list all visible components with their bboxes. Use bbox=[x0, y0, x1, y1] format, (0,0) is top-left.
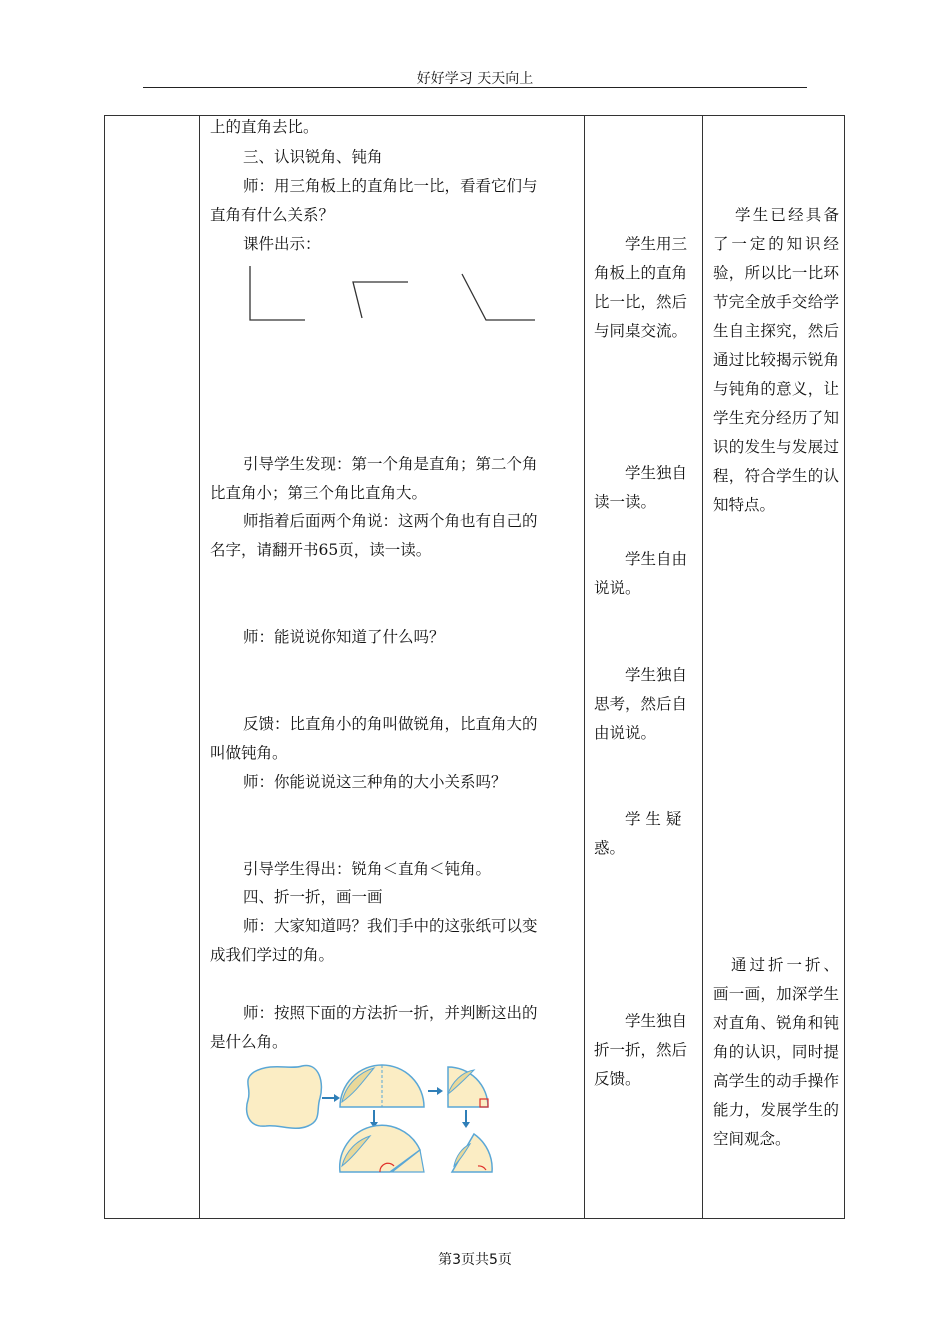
arrow-right-icon bbox=[428, 1087, 443, 1095]
angles-figure bbox=[240, 262, 540, 326]
teaching-line: 师：大家知道吗？我们手中的这张纸可以变 bbox=[243, 917, 538, 935]
design-intent-note: 学生已经具备了一定的知识经验，所以比一比环节完全放手交给学生自主探究，然后通过比较揭示锐角与钝角的意义，让学生充分经历了知识的发生与发展过程，符合学生的认知特点。 bbox=[713, 206, 839, 514]
page-header-title: 好好学习 天天向上 bbox=[416, 71, 534, 87]
header-rule bbox=[143, 87, 807, 88]
teaching-line: 上的直角去比。 bbox=[210, 118, 319, 136]
student-activity-note: 学生独自读一读。 bbox=[594, 464, 688, 511]
column-divider-2 bbox=[584, 115, 585, 1219]
section-heading: 四、折一折，画一画 bbox=[243, 888, 383, 906]
teaching-line: 直角有什么关系？ bbox=[210, 206, 335, 224]
acute-fold-shape bbox=[452, 1134, 492, 1172]
column-divider-3 bbox=[702, 115, 703, 1219]
teaching-line: 是什么角。 bbox=[210, 1033, 288, 1051]
arrow-right-icon bbox=[322, 1094, 340, 1102]
teaching-line: 名字，请翻开书65页，读一读。 bbox=[210, 541, 432, 559]
obtuse-angle bbox=[462, 274, 535, 320]
acute-angle bbox=[353, 282, 408, 318]
teaching-line: 反馈：比直角小的角叫做锐角，比直角大的 bbox=[243, 715, 538, 733]
folding-diagram bbox=[242, 1062, 497, 1177]
teaching-line: 叫做钝角。 bbox=[210, 744, 288, 762]
page-number: 第3页共5页 bbox=[438, 1252, 512, 1268]
student-activity-note: 学生独自思考，然后自由说说。 bbox=[594, 666, 688, 742]
arrow-down-icon bbox=[462, 1110, 470, 1128]
teaching-line: 课件出示： bbox=[243, 235, 321, 253]
teaching-line: 引导学生得出：锐角＜直角＜钝角。 bbox=[243, 860, 492, 878]
right-angle bbox=[250, 266, 305, 320]
teaching-line: 比直角小；第三个角比直角大。 bbox=[210, 484, 428, 502]
student-activity-note: 学生独自折一折，然后反馈。 bbox=[594, 1012, 688, 1088]
teaching-line: 师：你能说说这三种角的大小关系吗？ bbox=[243, 773, 507, 791]
teaching-line: 师指着后面两个角说：这两个角也有自己的 bbox=[243, 512, 538, 530]
student-activity-note: 学 生 疑 惑。 bbox=[594, 810, 682, 857]
teaching-line: 成我们学过的角。 bbox=[210, 946, 335, 964]
column-divider-1 bbox=[199, 115, 200, 1219]
student-activity-note: 学生用三角板上的直角比一比，然后与同桌交流。 bbox=[594, 235, 688, 340]
teaching-line: 师：按照下面的方法折一折，并判断这出的 bbox=[243, 1004, 538, 1022]
teaching-line: 师：用三角板上的直角比一比，看看它们与 bbox=[243, 177, 538, 195]
paper-circle-shape bbox=[247, 1066, 322, 1129]
design-intent-note: 通过折一折、画一画，加深学生对直角、锐角和钝角的认识，同时提高学生的动手操作能力，发展学生的空间观念。 bbox=[713, 956, 839, 1148]
teaching-line: 师：能说说你知道了什么吗？ bbox=[243, 628, 445, 646]
teaching-line: 引导学生发现：第一个角是直角；第二个角 bbox=[243, 455, 538, 473]
section-heading: 三、认识锐角、钝角 bbox=[243, 148, 383, 166]
student-activity-note: 学生自由说说。 bbox=[594, 550, 688, 597]
